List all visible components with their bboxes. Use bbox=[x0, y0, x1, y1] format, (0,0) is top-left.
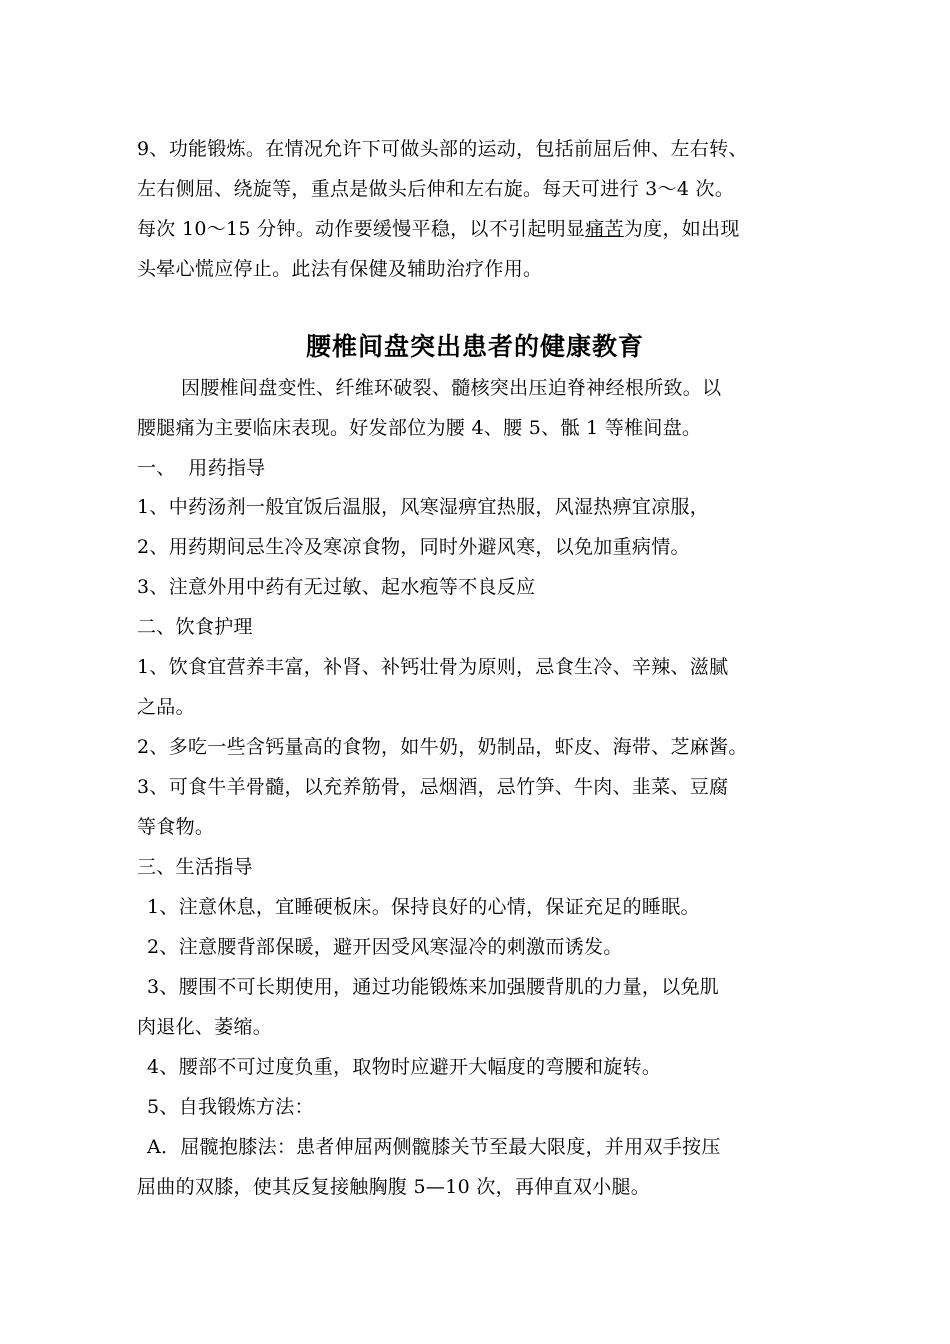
life-item-3-line-2: 肉退化、萎缩。 bbox=[137, 1016, 273, 1038]
intro-line-1: 因腰椎间盘变性、纤维环破裂、髓核突出压迫脊神经根所致。以 bbox=[181, 377, 722, 399]
medication-item-2: 2、用药期间忌生冷及寒凉食物，同时外避风寒，以免加重病情。 bbox=[137, 536, 690, 558]
life-heading: 三、生活指导 bbox=[137, 856, 253, 878]
method-a-line-1: A．屈髋抱膝法：患者伸屈两侧髋膝关节至最大限度，并用双手按压 bbox=[147, 1136, 721, 1158]
life-item-1: 1、注意休息，宜睡硬板床。保持良好的心情，保证充足的睡眠。 bbox=[147, 896, 700, 918]
section9-line-2: 左右侧屈、绕旋等，重点是做头后伸和左右旋。每天可进行 3～4 次。 bbox=[137, 178, 735, 200]
section9-line-1: 9、功能锻炼。在情况允许下可做头部的运动，包括前屈后伸、左右转、 bbox=[137, 138, 748, 160]
diet-heading: 二、饮食护理 bbox=[137, 616, 253, 638]
diet-item-3-line-1: 3、可食牛羊骨髓，以充养筋骨，忌烟酒，忌竹笋、牛肉、韭菜、豆腐 bbox=[137, 776, 729, 798]
medication-heading: 一、 用药指导 bbox=[137, 457, 266, 479]
section9-line-3 bbox=[137, 217, 740, 241]
life-item-4: 4、腰部不可过度负重，取物时应避开大幅度的弯腰和旋转。 bbox=[147, 1056, 662, 1078]
life-item-5: 5、自我锻炼方法： bbox=[147, 1096, 314, 1118]
section9-line-3-after: 为度，如出现 bbox=[623, 218, 740, 240]
section9-line-3-before: 每次 10～15 分钟。动作要缓慢平稳，以不引起明显 bbox=[137, 218, 586, 240]
medication-item-3: 3、注意外用中药有无过敏、起水疱等不良反应 bbox=[137, 576, 536, 598]
diet-item-3-line-2: 等食物。 bbox=[137, 816, 215, 838]
diet-item-1-line-1: 1、饮食宜营养丰富，补肾、补钙壮骨为原则，忌食生冷、辛辣、滋腻 bbox=[137, 656, 729, 678]
method-a-line-2: 屈曲的双膝，使其反复接触胸腹 5—10 次，再伸直双小腿。 bbox=[137, 1176, 651, 1198]
life-item-2: 2、注意腰背部保暖，避开因受风寒湿冷的刺激而诱发。 bbox=[147, 936, 623, 958]
document-title: 腰椎间盘突出患者的健康教育 bbox=[305, 332, 644, 361]
section9-line-4: 头晕心慌应停止。此法有保健及辅助治疗作用。 bbox=[137, 258, 543, 280]
intro-line-2: 腰腿痛为主要临床表现。好发部位为腰 4、腰 5、骶 1 等椎间盘。 bbox=[137, 417, 702, 439]
diet-item-2: 2、多吃一些含钙量高的食物，如牛奶，奶制品，虾皮、海带、芝麻酱。 bbox=[137, 736, 748, 758]
life-item-3-line-1: 3、腰围不可长期使用，通过功能锻炼来加强腰背肌的力量，以免肌 bbox=[147, 976, 720, 998]
medication-item-1: 1、中药汤剂一般宜饭后温服，风寒湿痹宜热服，风湿热痹宜凉服， bbox=[137, 496, 710, 518]
diet-item-1-line-2: 之品。 bbox=[137, 696, 195, 718]
underlined-word: 痛苦 bbox=[585, 218, 624, 240]
